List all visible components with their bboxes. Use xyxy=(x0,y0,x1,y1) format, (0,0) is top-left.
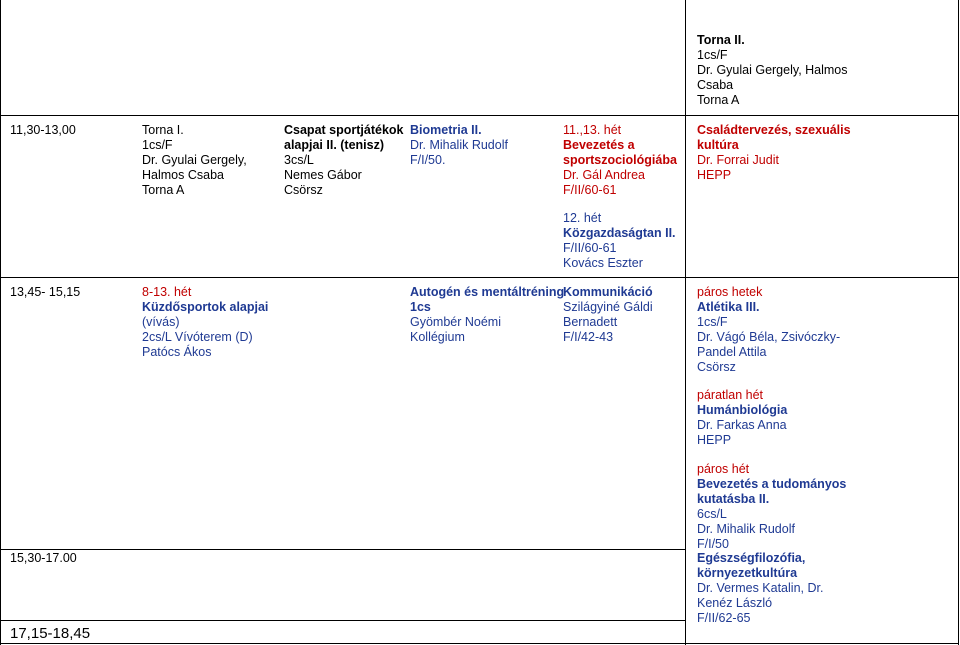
course-room: Kollégium xyxy=(410,329,465,344)
table-border-right xyxy=(958,0,959,645)
course-title: Közgazdaságtan II. xyxy=(563,225,676,240)
row-divider xyxy=(0,277,959,278)
course-room: 2cs/L Vívóterem (D) xyxy=(142,329,253,344)
course-cell xyxy=(142,285,268,360)
course-teacher: Dr. Mihalik Rudolf xyxy=(697,521,795,536)
course-title: Csapat sportjátékok xyxy=(284,123,404,137)
course-cell xyxy=(142,123,247,198)
course-teacher: Patócs Ákos xyxy=(142,344,212,359)
course-title: környezetkultúra xyxy=(697,565,798,580)
course-teacher: Kenéz László xyxy=(697,595,773,610)
course-title: Bevezetés a xyxy=(563,137,635,152)
course-room: Csörsz xyxy=(284,182,323,197)
course-cell xyxy=(563,285,653,345)
course-teacher: Dr. Vágó Béla, Zsivóczky- xyxy=(697,329,841,344)
week-note: páros hét xyxy=(697,462,750,476)
top-right-cell xyxy=(697,33,848,108)
course-teacher: Gyömbér Noémi xyxy=(410,314,501,329)
week-note: 8-13. hét xyxy=(142,285,192,299)
course-room: F/I/42-43 xyxy=(563,329,614,344)
course-teacher: Szilágyiné Gáldi xyxy=(563,299,653,314)
course-cell xyxy=(697,388,787,448)
row-divider xyxy=(0,620,686,621)
course-room: Csörsz xyxy=(697,359,736,374)
course-info: 3cs/L xyxy=(284,152,314,167)
course-teacher: Dr. Vermes Katalin, Dr. xyxy=(697,580,824,595)
course-title: Autogén és mentáltréning xyxy=(410,285,565,299)
course-title: Atlétika III. xyxy=(697,299,760,314)
course-room: F/I/50. xyxy=(410,152,446,167)
course-info: 1cs/F xyxy=(142,137,173,152)
course-room: F/II/60-61 xyxy=(563,182,617,197)
course-info: 6cs/L xyxy=(697,506,727,521)
course-teacher: Dr. Gyulai Gergely, Halmos xyxy=(697,62,848,77)
course-cell xyxy=(697,551,823,626)
time-slot: 15,30-17.00 xyxy=(10,551,77,565)
course-room: Torna A xyxy=(142,182,185,197)
course-info: 1cs xyxy=(410,299,431,314)
course-cell xyxy=(697,285,840,374)
course-teacher: Kovács Eszter xyxy=(563,255,643,270)
course-title: Családtervezés, szexuális xyxy=(697,123,851,137)
table-border-bottom xyxy=(0,643,959,644)
course-title: Biometria II. xyxy=(410,123,482,137)
time-cell xyxy=(10,551,77,566)
course-teacher: Halmos Csaba xyxy=(142,167,224,182)
course-teacher: Pandel Attila xyxy=(697,344,767,359)
course-title: kutatásba II. xyxy=(697,491,770,506)
course-cell xyxy=(697,462,846,551)
course-room: F/I/50 xyxy=(697,536,729,551)
course-title: Torna I. xyxy=(142,123,184,137)
course-title: Bevezetés a tudományos xyxy=(697,476,847,491)
course-title: kultúra xyxy=(697,137,739,152)
time-slot: 13,45- 15,15 xyxy=(10,285,81,299)
course-room: F/II/60-61 xyxy=(563,240,617,255)
time-slot: 17,15-18,45 xyxy=(10,625,91,642)
course-room: Torna A xyxy=(697,92,740,107)
course-teacher: Dr. Gyulai Gergely, xyxy=(142,152,247,167)
week-note: páratlan hét xyxy=(697,388,764,402)
course-teacher: Dr. Mihalik Rudolf xyxy=(410,137,508,152)
course-title: alapjai II. (tenisz) xyxy=(284,137,385,152)
time-slot: 11,30-13,00 xyxy=(10,123,76,137)
time-cell xyxy=(10,625,90,643)
course-teacher: Dr. Forrai Judit xyxy=(697,152,779,167)
course-room: F/II/62-65 xyxy=(697,610,751,625)
course-title: Humánbiológia xyxy=(697,402,788,417)
course-cell xyxy=(410,123,508,168)
time-cell xyxy=(10,123,76,138)
course-title: Egészségfilozófia, xyxy=(697,551,806,565)
course-cell xyxy=(563,211,676,271)
course-title: Küzdősportok alapjai xyxy=(142,299,269,314)
course-teacher: Csaba xyxy=(697,77,734,92)
course-teacher: Nemes Gábor xyxy=(284,167,362,182)
course-room: HEPP xyxy=(697,432,732,447)
course-info: 1cs/F xyxy=(697,314,728,329)
week-note: páros hetek xyxy=(697,285,763,299)
course-cell xyxy=(284,123,403,198)
course-title: Torna II. xyxy=(697,33,745,47)
time-cell xyxy=(10,285,80,300)
course-cell xyxy=(697,123,851,183)
course-info: 1cs/F xyxy=(697,47,728,62)
course-teacher: Dr. Gál Andrea xyxy=(563,167,645,182)
week-note: 11.,13. hét xyxy=(563,123,622,137)
course-info: (vívás) xyxy=(142,314,180,329)
week-note: 12. hét xyxy=(563,211,602,225)
row-divider xyxy=(0,115,959,116)
course-room: HEPP xyxy=(697,167,732,182)
course-cell xyxy=(410,285,564,345)
course-teacher: Bernadett xyxy=(563,314,618,329)
course-teacher: Dr. Farkas Anna xyxy=(697,417,787,432)
course-cell xyxy=(563,123,677,198)
row-divider xyxy=(0,549,686,550)
course-title: Kommunikáció xyxy=(563,285,653,299)
course-title: sportszociológiába xyxy=(563,152,677,167)
